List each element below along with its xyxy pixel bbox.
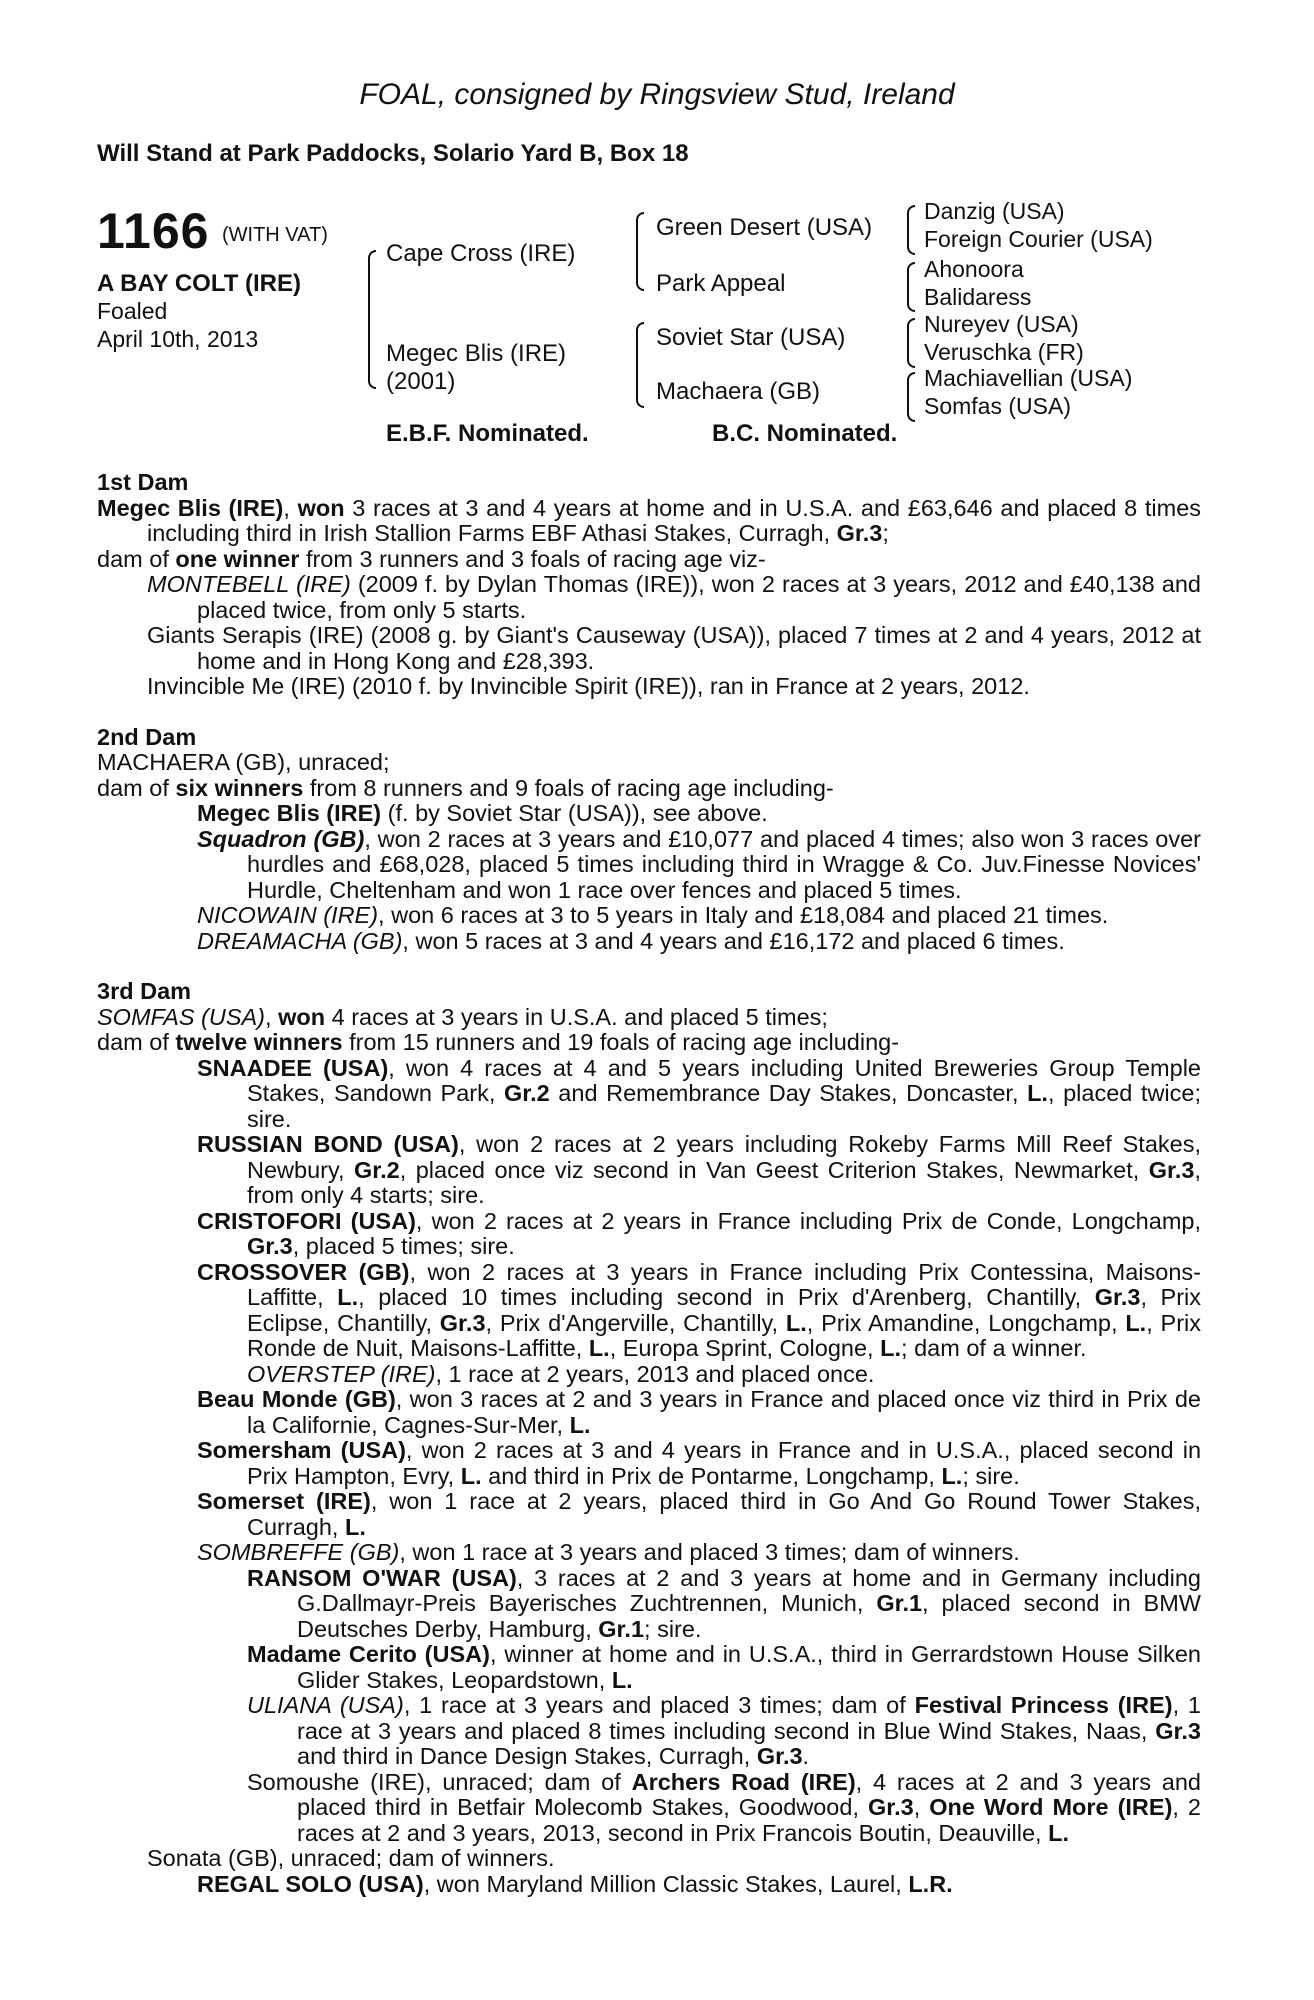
entry-text: , Prix Eclipse, Chantilly, — [247, 1284, 1201, 1336]
progeny-name: DREAMACHA (GB) — [197, 927, 403, 954]
pedigree-dam: Megec Blis (IRE) — [386, 340, 567, 367]
progeny-name: CRISTOFORI (USA) — [197, 1207, 416, 1234]
entry-text: , 1 race at 2 years, 2013 and placed once. — [435, 1360, 875, 1387]
progeny-name: Beau Monde (GB) — [197, 1386, 396, 1412]
entry-text: ; sire. — [962, 1462, 1020, 1489]
entry-text: , Prix Ronde de Nuit, Maisons-Laffitte, — [247, 1309, 1202, 1361]
foaled-date: April 10th, 2013 — [97, 326, 259, 352]
pedigree-gg1: Danzig (USA) — [924, 198, 1065, 224]
pedigree-brace-g1 — [907, 205, 915, 255]
vat-label: (WITH VAT) — [222, 224, 328, 246]
pedigree-gg3: Ahonoora — [924, 256, 1024, 282]
entry-text: (f. by Soviet Star (USA)), see above. — [381, 800, 768, 826]
entry-text: . — [802, 1743, 810, 1769]
entry-text: , placed second in BMW Deutsches Derby, Hamburg, — [297, 1590, 1201, 1642]
progeny-entry — [97, 1132, 1201, 1209]
race-grade: Gr.1 — [876, 1590, 923, 1616]
entry-text: , 3 races at 2 and 3 years at home and in Germany including G.Dallmayr-Preis Bayerisches Zuchtrennen, Munich, — [297, 1564, 1201, 1616]
entry-text: Somoushe (IRE), unraced; dam of — [247, 1768, 632, 1795]
race-grade: Gr.3 — [247, 1233, 293, 1259]
entry-text: , Prix Amandine, Longchamp, — [806, 1309, 1126, 1336]
dam-name: Megec Blis (IRE) — [97, 494, 284, 521]
entry-text: and third in Prix de Pontarme, Longchamp, — [481, 1462, 942, 1489]
race-grade: Gr.3 — [1155, 1717, 1201, 1744]
entry-text: dam of — [97, 1029, 176, 1055]
entry-text: from 3 runners and 3 foals of racing age viz- — [299, 545, 766, 572]
pedigree-sire: Cape Cross (IRE) — [386, 240, 576, 267]
entry-text: , 1 race at 3 years and placed 8 times including second in Blue Wind Stakes, Naas, — [297, 1692, 1201, 1744]
entry-text: , won 2 races at 2 years in France including Prix de Conde, Longchamp, — [415, 1207, 1201, 1234]
entry-text: ; — [882, 520, 889, 546]
second-dam-heading: 2nd Dam — [97, 723, 197, 750]
pedigree-brace-g4 — [907, 372, 915, 422]
entry-text: , won 5 races at 3 and 4 years and £16,172 and placed 6 times. — [402, 927, 1065, 954]
lot-number: 1166 — [97, 203, 210, 259]
progeny-entry — [97, 1362, 1201, 1388]
progeny-entry — [97, 572, 1201, 623]
entry-text: , placed twice; sire. — [247, 1080, 1201, 1132]
progeny-name: REGAL SOLO (USA) — [197, 1870, 424, 1897]
race-grade: L. — [941, 1462, 963, 1489]
pedigree-gg6: Veruschka (FR) — [924, 339, 1084, 365]
entry-text: from 15 runners and 19 foals of racing age including- — [342, 1029, 900, 1055]
entry-text: , won 2 races at 3 years in France including Prix Contessina, Maisons-Laffitte, — [247, 1258, 1201, 1310]
progeny-name: MONTEBELL (IRE) — [147, 571, 351, 597]
entry-text: and third in Dance Design Stakes, Curragh, — [297, 1743, 757, 1769]
third-dam-summary — [97, 1030, 1201, 1056]
pedigree-gg5: Nureyev (USA) — [924, 311, 1079, 337]
stand-location: Will Stand at Park Paddocks, Solario Yard B, Box 18 — [97, 140, 689, 167]
progeny-name: SNAADEE (USA) — [197, 1054, 389, 1081]
progeny-entry — [97, 1693, 1201, 1770]
progeny-entry — [97, 1540, 1201, 1566]
race-grade: L. — [1027, 1080, 1048, 1106]
entry-text: dam of — [97, 774, 176, 801]
entry-text: , won 2 races at 3 and 4 years in France and in U.S.A., placed second in Prix Hampton, Evry, — [247, 1437, 1202, 1489]
pedigree-brace-dam-line — [636, 322, 644, 408]
dam-name: SOMFAS (USA) — [97, 1003, 265, 1030]
race-grade: Gr.3 — [1094, 1284, 1141, 1310]
entry-text: , Prix d'Angerville, Chantilly, — [485, 1309, 786, 1336]
first-dam-heading: 1st Dam — [97, 469, 189, 495]
pedigree-dam-year: (2001) — [386, 368, 456, 395]
entry-text: ; sire. — [644, 1615, 702, 1642]
pedigree-dam-sire: Soviet Star (USA) — [656, 324, 846, 351]
pedigree-brace-sire-line — [636, 212, 644, 291]
progeny-name: Squadron (GB) — [197, 825, 365, 852]
race-grade: L. — [1048, 1819, 1069, 1846]
entry-text: , won Maryland Million Classic Stakes, Laurel, — [423, 1870, 909, 1897]
progeny-entry — [97, 903, 1201, 929]
pedigree-gg8: Somfas (USA) — [924, 393, 1071, 419]
race-grade: Gr.3 — [439, 1309, 486, 1336]
race-grade: L. — [344, 1513, 366, 1540]
race-grade: L. — [611, 1666, 633, 1693]
entry-text: 3 races at 3 and 4 years at home and in U.S.A. and £63,646 and placed 8 times including third in Irish Stallion Farms EBF Athasi Stakes, Curragh, — [147, 494, 1202, 546]
pedigree-dam-dam: Machaera (GB) — [656, 378, 821, 405]
entry-text: , won 2 races at 3 years and £10,077 and placed 4 times; also won 3 races over hurdles and £68,028, placed 5 times including third in Wragge & Co. Juv.Finesse Novices' Hurdle, Cheltenham and won 1 race over fences and placed 5 times. — [247, 825, 1201, 903]
entry-text: 4 races at 3 years in U.S.A. and placed 5 times; — [325, 1003, 828, 1030]
progeny-name: Megec Blis (IRE) — [197, 800, 382, 826]
won-word: won — [278, 1003, 326, 1030]
ebf-nominated: E.B.F. Nominated. — [386, 420, 589, 447]
winner-count: one winner — [175, 545, 300, 572]
entry-text: , won 1 race at 2 years, placed third in Go And Go Round Tower Stakes, Curragh, — [247, 1488, 1201, 1540]
progeny-name: Somersham (USA) — [197, 1437, 406, 1463]
race-grade: L. — [569, 1411, 591, 1438]
progeny-entry — [97, 1438, 1201, 1489]
entry-text: , 4 races at 2 and 3 years and placed third in Betfair Molecomb Stakes, Goodwood, — [297, 1768, 1201, 1820]
entry-text: dam of — [97, 545, 176, 572]
progeny-name: NICOWAIN (IRE) — [197, 902, 379, 928]
race-grade: L.R. — [908, 1870, 953, 1897]
won-word: won — [297, 494, 345, 521]
progeny-name: SOMBREFFE (GB) — [197, 1539, 400, 1565]
catalogue-text — [97, 470, 1201, 1897]
entry-text: and Remembrance Day Stakes, Doncaster, — [549, 1080, 1028, 1106]
entry-text: ; dam of a winner. — [901, 1335, 1087, 1361]
entry-text: , Europa Sprint, Cologne, — [609, 1335, 881, 1361]
progeny-entry — [97, 929, 1201, 955]
pedigree-brace-g2 — [907, 262, 915, 312]
progeny-name: ULIANA (USA) — [247, 1692, 404, 1718]
progeny-entry — [97, 1056, 1201, 1133]
entry-text: , won 3 races at 2 and 3 years in France and placed once viz third in Prix de la Californie, Cagnes-Sur-Mer, — [247, 1386, 1201, 1438]
progeny-entry — [97, 1387, 1201, 1438]
progeny-name: RANSOM O'WAR (USA) — [247, 1564, 517, 1591]
bc-nominated: B.C. Nominated. — [712, 420, 898, 447]
progeny-name: CROSSOVER (GB) — [197, 1258, 410, 1285]
pedigree-sire-sire: Green Desert (USA) — [656, 214, 873, 241]
race-grade: Gr.3 — [867, 1794, 914, 1820]
winner-count: twelve winners — [175, 1029, 343, 1055]
entry-text: from 8 runners and 9 foals of racing age including- — [303, 774, 834, 801]
entry-text: , winner at home and in U.S.A., third in Gerrardstown House Silken Glider Stakes, Leopardstown, — [297, 1641, 1202, 1693]
entry-text: , from only 4 starts; sire. — [247, 1156, 1201, 1208]
first-dam-summary — [97, 547, 1201, 573]
progeny-name: Madame Cerito (USA) — [247, 1641, 490, 1667]
race-grade: L. — [880, 1335, 902, 1361]
progeny-entry — [97, 1642, 1201, 1693]
progeny-entry: Giants Serapis (IRE) (2008 g. by Giant's Causeway (USA)), placed 7 times at 2 and 4 years, 2012 at home and in Hong Kong and £28,393. — [147, 622, 1201, 674]
progeny-entry — [97, 1489, 1201, 1540]
progeny-entry — [97, 827, 1201, 904]
race-grade: Gr.1 — [598, 1615, 645, 1642]
first-dam-entry: Megec Blis (IRE), won 3 races at 3 and 4 years at home and in U.S.A. and £63,646 and placed 8 times including third in Irish Stallion Farms EBF Athasi Stakes, Curragh, Gr.3; — [97, 494, 1202, 546]
race-grade: L. — [1125, 1309, 1147, 1336]
entry-text: , placed once viz second in Van Geest Criterion Stakes, Newmarket, — [399, 1156, 1149, 1183]
pedigree-gg4: Balidaress — [924, 284, 1032, 310]
race-grade: L. — [337, 1284, 359, 1310]
second-dam-summary — [97, 776, 1201, 802]
progeny-entry — [97, 1260, 1201, 1362]
progeny-name: Festival Princess (IRE) — [914, 1692, 1173, 1718]
race-grade: Gr.3 — [836, 520, 883, 546]
third-dam-entry — [97, 1005, 1201, 1031]
pedigree-sire-dam: Park Appeal — [656, 270, 786, 297]
entry-text: , placed 10 times including second in Prix d'Arenberg, Chantilly, — [358, 1284, 1095, 1310]
entry-text: , — [913, 1794, 930, 1820]
horse-description: A BAY COLT (IRE) — [97, 270, 302, 297]
progeny-name: One Word More (IRE) — [929, 1794, 1173, 1820]
progeny-entry — [97, 1872, 1201, 1898]
entry-text: , won 6 races at 3 to 5 years in Italy and £18,084 and placed 21 times. — [378, 902, 1109, 928]
entry-text: , placed 5 times; sire. — [292, 1233, 515, 1259]
entry-text: , 1 race at 3 years and placed 3 times; dam of — [403, 1692, 915, 1718]
second-dam-entry: MACHAERA (GB), unraced; — [97, 749, 390, 775]
progeny-entry — [97, 1209, 1201, 1260]
progeny-entry — [97, 1566, 1201, 1643]
entry-text: , won 4 races at 4 and 5 years including United Breweries Group Temple Stakes, Sandown Park, — [247, 1054, 1201, 1106]
progeny-entry: Sonata (GB), unraced; dam of winners. — [147, 1845, 555, 1871]
pedigree-brace-sire-dam — [368, 250, 376, 389]
progeny-entry — [97, 1770, 1201, 1847]
entry-text: , 2 races at 2 and 3 years, 2013, second in Prix Francois Boutin, Deauville, — [297, 1794, 1201, 1846]
race-grade: L. — [785, 1309, 807, 1336]
entry-text: (2009 f. by Dylan Thomas (IRE)), won 2 races at 3 years, 2012 and £40,138 and placed twice, from only 5 starts. — [197, 571, 1201, 623]
pedigree-gg2: Foreign Courier (USA) — [924, 226, 1153, 252]
race-grade: Gr.3 — [1148, 1156, 1195, 1183]
entry-text: , won 2 races at 2 years including Rokeby Farms Mill Reef Stakes, Newbury, — [247, 1131, 1202, 1183]
progeny-name: OVERSTEP (IRE) — [247, 1360, 436, 1387]
pedigree-gg7: Machiavellian (USA) — [924, 365, 1133, 391]
entry-text: , won 1 race at 3 years and placed 3 times; dam of winners. — [399, 1539, 1020, 1565]
pedigree-brace-g3 — [907, 318, 915, 368]
progeny-name: RUSSIAN BOND (USA) — [197, 1131, 459, 1157]
race-grade: Gr.2 — [353, 1156, 400, 1183]
race-grade: Gr.3 — [756, 1743, 803, 1769]
progeny-entry: Invincible Me (IRE) (2010 f. by Invincible Spirit (IRE)), ran in France at 2 years, 2012. — [147, 673, 1030, 699]
winner-count: six winners — [175, 774, 304, 801]
entry-text: , — [265, 1003, 279, 1030]
race-grade: L. — [460, 1462, 482, 1489]
progeny-entry — [97, 801, 1201, 827]
progeny-name: Somerset (IRE) — [197, 1488, 371, 1514]
third-dam-heading: 3rd Dam — [97, 978, 192, 1004]
foaled-label: Foaled — [97, 298, 168, 324]
race-grade: L. — [588, 1335, 610, 1361]
race-grade: Gr.2 — [503, 1080, 550, 1106]
page-title: FOAL, consigned by Ringsview Stud, Ireland — [359, 78, 955, 111]
progeny-name: Archers Road (IRE) — [631, 1768, 856, 1795]
